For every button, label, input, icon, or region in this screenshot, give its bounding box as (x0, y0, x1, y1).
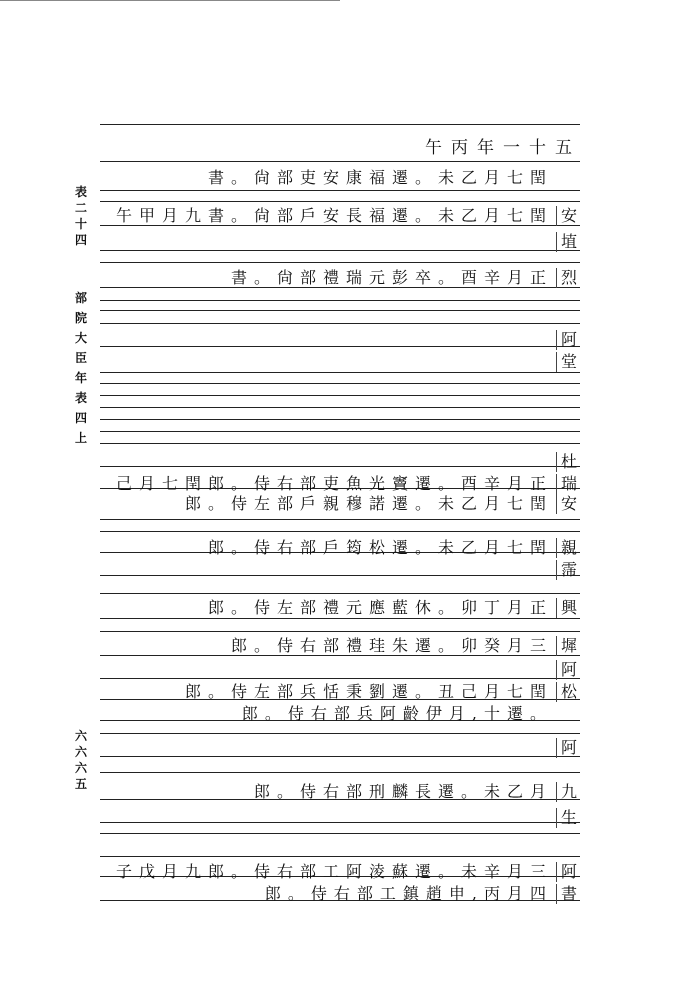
scan-edge (0, 0, 340, 1)
row-rule (100, 161, 580, 162)
name-cell: 埴 (556, 232, 581, 252)
row-rule (100, 733, 580, 734)
row-rule (100, 372, 580, 373)
row-rule (100, 631, 580, 632)
name-cell: 安 (556, 494, 581, 514)
row-rule (100, 593, 580, 594)
row-rule (100, 678, 580, 679)
page-number-text: 六六六五 (74, 729, 87, 791)
row-rule (100, 575, 580, 576)
name-cell: 阿 (556, 862, 581, 882)
row-rule (100, 250, 580, 251)
side-title-volume-text: 表二十四 (74, 185, 87, 247)
top-rule (100, 124, 580, 125)
row-rule (100, 419, 580, 420)
year-heading: 午丙年一十五 (425, 138, 581, 158)
row-rule (100, 833, 580, 834)
entry-text: 郎。侍左部兵恬秉劉遷。丑己月七閏 (184, 682, 553, 701)
row-rule (100, 531, 580, 532)
entry-text: 郎。侍右部刑麟長遷。未乙月 (253, 782, 553, 801)
page-number (70, 728, 92, 792)
row-rule (100, 300, 580, 301)
name-cell: 安 (556, 206, 581, 226)
row-rule (100, 519, 580, 520)
name-cell: 阿 (556, 660, 581, 680)
name-cell: 霈 (556, 560, 581, 580)
name-cell: 瑞 (556, 474, 581, 494)
entry-text: 郎。侍右部禮珪朱遷。卯癸月三 (230, 636, 553, 655)
entry-text: 郎。侍右部戶筠松遷。未乙月七閏 (207, 538, 553, 557)
row-rule (100, 431, 580, 432)
row-rule (100, 443, 580, 444)
entry-text: 己月七閏郎。侍右部吏魚光竇遷。酉辛月正 (115, 474, 553, 493)
row-rule (100, 822, 580, 823)
row-rule (100, 262, 580, 263)
entry-text: 郎。侍左部戶親穆諾遷。未乙月七閏 (184, 494, 553, 513)
side-title-volume (70, 184, 92, 248)
row-rule (100, 310, 580, 311)
row-rule (100, 407, 580, 408)
name-cell: 興 (556, 598, 581, 618)
entry-text: 書。尙部吏安康福遷。未乙月七閏 (207, 168, 553, 187)
row-rule (100, 383, 580, 384)
row-rule (100, 856, 580, 857)
entry-text: 郎。侍右部兵阿齡伊月,十遷。 (241, 704, 553, 723)
name-cell: 親 (556, 538, 581, 558)
row-rule (100, 466, 580, 467)
row-rule (100, 201, 580, 202)
entry-text: 午甲月九書。尙部戶安長福遷。未乙月七閏 (115, 206, 553, 225)
name-cell: 杜 (556, 452, 581, 472)
name-cell: 生 (556, 808, 581, 828)
row-rule (100, 618, 580, 619)
row-rule (100, 190, 580, 191)
side-title-name (70, 288, 92, 448)
name-cell: 堂 (556, 352, 581, 372)
row-rule (100, 323, 580, 324)
row-rule (100, 772, 580, 773)
name-cell: 阿 (556, 738, 581, 758)
name-cell: 松 (556, 682, 581, 702)
side-title-name-text: 部院大臣年表四上 (74, 291, 87, 445)
row-rule (100, 756, 580, 757)
row-rule (100, 346, 580, 347)
name-cell: 書 (556, 884, 581, 904)
entry-text: 郎。侍右部工鎮趙申,丙月四 (264, 884, 553, 903)
entry-text: 郎。侍左部禮元應藍休。卯丁月正 (207, 598, 553, 617)
row-rule (100, 395, 580, 396)
name-cell: 阿 (556, 330, 581, 350)
entry-text: 子戊月九郎。侍右部工阿淩蘇遷。未辛月三 (115, 862, 553, 881)
entry-text: 書。尙部禮瑞元彭卒。酉辛月正 (230, 268, 553, 287)
name-cell: 九 (556, 782, 581, 802)
name-cell: 烈 (556, 268, 581, 288)
name-cell: 墀 (556, 636, 581, 656)
